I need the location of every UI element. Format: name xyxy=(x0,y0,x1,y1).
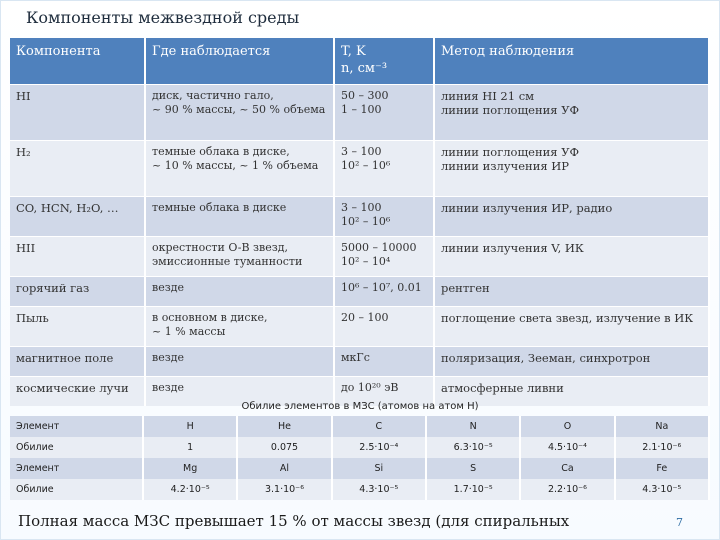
cell-method: атмосферные ливни xyxy=(434,376,709,406)
cell-location: везде xyxy=(145,276,334,306)
abundance-cell: 2.5·10⁻⁴ xyxy=(332,437,426,458)
cell-temperature-density: до 10²⁰ эВ xyxy=(334,376,434,406)
cell-method: линия HI 21 см линии поглощения УФ xyxy=(434,84,709,140)
abundance-cell: 0.075 xyxy=(237,437,331,458)
abundance-row xyxy=(10,437,709,458)
abundance-cell: 2.1·10⁻⁶ xyxy=(615,437,709,458)
abundance-cell: Al xyxy=(237,458,331,479)
abundance-cell: 2.2·10⁻⁶ xyxy=(520,479,614,500)
abundance-cell: 1 xyxy=(143,437,237,458)
abundance-cell: Fe xyxy=(615,458,709,479)
abundance-cell: 4.5·10⁻⁴ xyxy=(520,437,614,458)
abundance-cell: 4.2·10⁻⁵ xyxy=(143,479,237,500)
abundance-body xyxy=(10,416,709,500)
abundance-cell: Na xyxy=(615,416,709,437)
cell-component: HII xyxy=(10,236,145,276)
table-header-row xyxy=(10,38,709,84)
header-temperature-density: T, K n, см⁻³ xyxy=(334,38,434,84)
abundance-row-label: Обилие xyxy=(10,437,143,458)
cell-temperature-density: 20 – 100 xyxy=(334,306,434,346)
abundance-row xyxy=(10,416,709,437)
abundance-cell: He xyxy=(237,416,331,437)
slide-title: Компоненты межвездной среды xyxy=(26,8,300,27)
table-row xyxy=(10,196,709,236)
abundance-cell: Ca xyxy=(520,458,614,479)
abundance-cell: 6.3·10⁻⁵ xyxy=(426,437,520,458)
abundance-cell: C xyxy=(332,416,426,437)
cell-temperature-density: 50 – 300 1 – 100 xyxy=(334,84,434,140)
abundance-row xyxy=(10,479,709,500)
cell-component: космические лучи xyxy=(10,376,145,406)
cell-component: CO, HCN, H₂O, … xyxy=(10,196,145,236)
table-body xyxy=(10,84,709,406)
cell-method: поглощение света звезд, излучение в ИК xyxy=(434,306,709,346)
abundance-table xyxy=(10,416,710,500)
abundance-caption: Обилие элементов в МЗС (атомов на атом H) xyxy=(241,401,479,412)
header-location: Где наблюдается xyxy=(145,38,334,84)
table-row xyxy=(10,84,709,140)
abundance-cell: 1.7·10⁻⁵ xyxy=(426,479,520,500)
table-row xyxy=(10,140,709,196)
abundance-cell: H xyxy=(143,416,237,437)
cell-method: линии поглощения УФ линии излучения ИР xyxy=(434,140,709,196)
abundance-row-label: Элемент xyxy=(10,416,143,437)
cell-location: везде xyxy=(145,376,334,406)
abundance-cell: 3.1·10⁻⁶ xyxy=(237,479,331,500)
cell-temperature-density: мкГс xyxy=(334,346,434,376)
header-component: Компонента xyxy=(10,38,145,84)
abundance-row-label: Элемент xyxy=(10,458,143,479)
cell-temperature-density: 5000 – 10000 10² – 10⁴ xyxy=(334,236,434,276)
table-row xyxy=(10,346,709,376)
cell-component: Пыль xyxy=(10,306,145,346)
cell-location: темные облака в диске, ~ 10 % массы, ~ 1 % объема xyxy=(145,140,334,196)
cell-method: линии излучения ИР, радио xyxy=(434,196,709,236)
cell-method: поляризация, Зееман, синхротрон xyxy=(434,346,709,376)
cell-location: диск, частично гало, ~ 90 % массы, ~ 50 % объема xyxy=(145,84,334,140)
cell-location: везде xyxy=(145,346,334,376)
cell-component: H₂ xyxy=(10,140,145,196)
abundance-cell: Si xyxy=(332,458,426,479)
table-row xyxy=(10,276,709,306)
header-method: Метод наблюдения xyxy=(434,38,709,84)
cell-temperature-density: 3 – 100 10² – 10⁶ xyxy=(334,140,434,196)
cell-location: темные облака в диске xyxy=(145,196,334,236)
abundance-cell: N xyxy=(426,416,520,437)
cell-temperature-density: 3 – 100 10² – 10⁶ xyxy=(334,196,434,236)
cell-temperature-density: 10⁶ – 10⁷, 0.01 xyxy=(334,276,434,306)
abundance-cell: Mg xyxy=(143,458,237,479)
abundance-cell: O xyxy=(520,416,614,437)
cell-component: магнитное поле xyxy=(10,346,145,376)
ism-components-table xyxy=(10,38,710,406)
abundance-cell: S xyxy=(426,458,520,479)
abundance-cell: 4.3·10⁻⁵ xyxy=(332,479,426,500)
cell-method: линии излучения V, ИК xyxy=(434,236,709,276)
abundance-row-label: Обилие xyxy=(10,479,143,500)
cell-location: в основном в диске, ~ 1 % массы xyxy=(145,306,334,346)
page-number: 7 xyxy=(676,516,683,529)
abundance-row xyxy=(10,458,709,479)
abundance-cell: 4.3·10⁻⁵ xyxy=(615,479,709,500)
footer-text: Полная масса МЗС превышает 15 % от массы звезд (для спиральных xyxy=(18,512,570,530)
cell-component: горячий газ xyxy=(10,276,145,306)
cell-location: окрестности O-B звезд, эмиссионные туманности xyxy=(145,236,334,276)
table-row xyxy=(10,306,709,346)
table-row xyxy=(10,236,709,276)
cell-component: HI xyxy=(10,84,145,140)
cell-method: рентген xyxy=(434,276,709,306)
